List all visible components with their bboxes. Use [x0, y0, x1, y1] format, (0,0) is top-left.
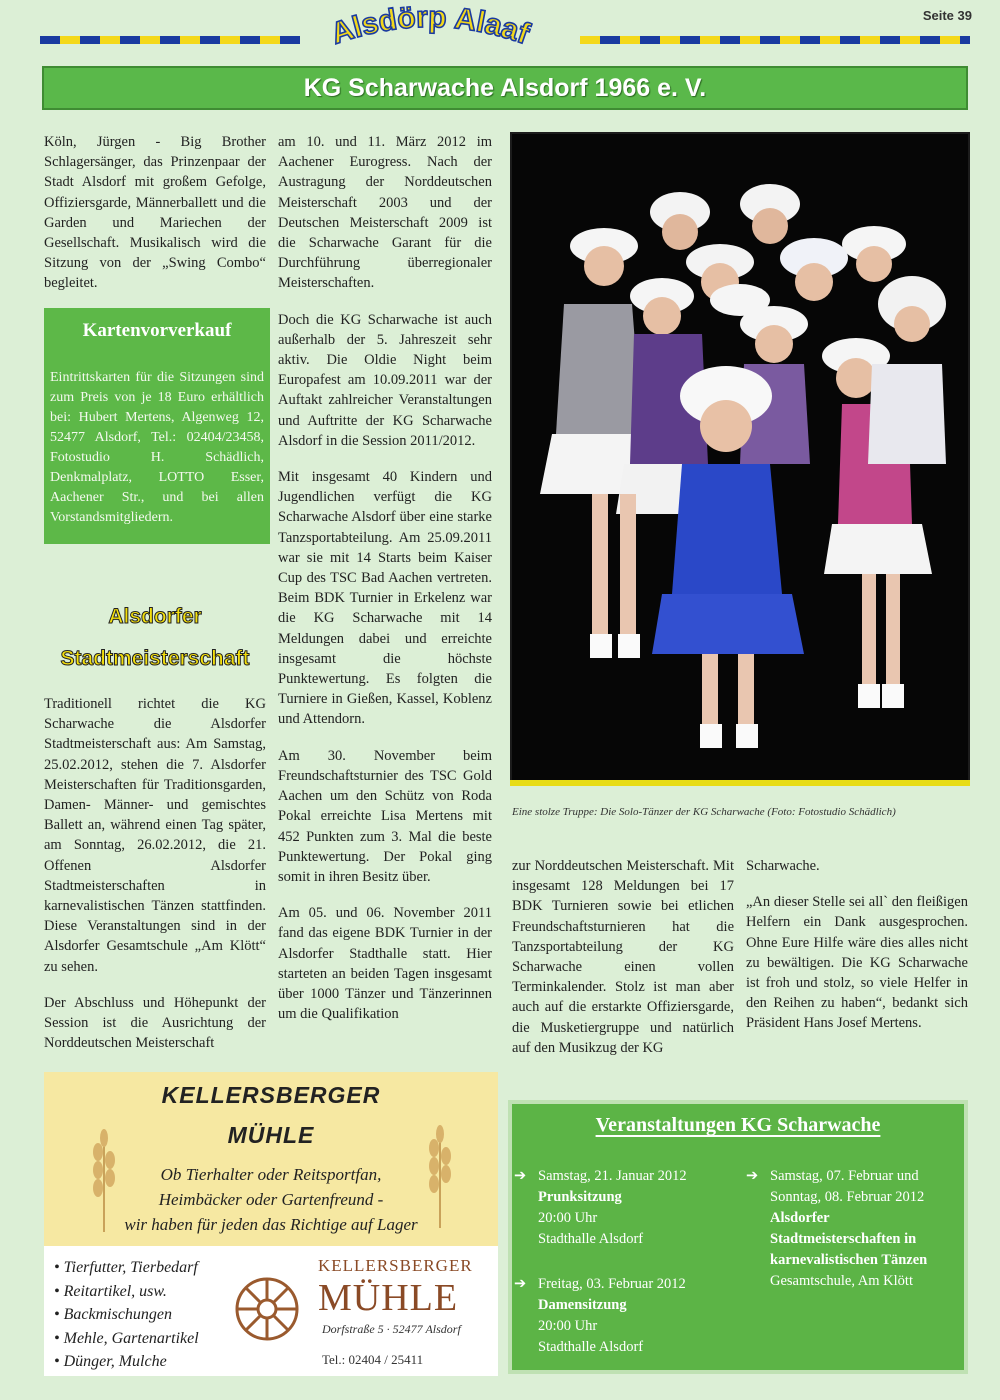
dancers-illustration [512, 134, 968, 780]
section-heading-line2: Stadtmeisterschaft [60, 647, 250, 670]
event-item [514, 1166, 728, 1250]
event-date: Freitag, 03. Februar 2012 [538, 1276, 686, 1292]
photo-caption: Eine stolze Truppe: Die Solo-Tänzer der KG Scharwache (Foto: Fotostudio Schädlich) [512, 806, 896, 818]
event-item [514, 1274, 728, 1358]
event-time: 20:00 Uhr [538, 1318, 598, 1334]
arrow-right-icon: ➔ [514, 1168, 527, 1184]
paragraph: Der Abschluss und Höhepunkt der Session ist die Ausrichtung der Norddeutschen Meisterschaft [44, 994, 266, 1052]
column-3 [512, 856, 734, 1074]
page-title: KG Scharwache Alsdorf 1966 e. V. [42, 66, 968, 110]
masthead-stripe-left [40, 36, 300, 44]
svg-text:Alsdörp Alaaf [327, 2, 534, 51]
paragraph: am 10. und 11. März 2012 im Aachener Eurogress. Nach der Austragung der Norddeutschen Meisterschaft 2003 und der Deutschen Meisterschaft 2009 ist die Scharwache Garant für die Durchführung überregionaler Meisterschaften. [278, 134, 492, 292]
column-2 [278, 132, 492, 1040]
event-place: Gesamtschule, Am Klött [770, 1273, 913, 1289]
masthead-stripe-right [580, 36, 970, 44]
brand-name-large: MÜHLE [318, 1277, 459, 1319]
column-1-body [44, 694, 266, 1069]
brand-name-small: KELLERSBERGER [318, 1256, 473, 1275]
event-date: Samstag, 07. Februar und Sonntag, 08. Februar 2012 [770, 1168, 925, 1205]
column-1-intro [44, 132, 266, 310]
list-item: • Backmischungen [54, 1306, 173, 1323]
paragraph: Doch die KG Scharwache ist auch außerhalb der 5. Jahreszeit sehr aktiv. Die Oldie Night beim Europafest am 10.09.2011 war der Auftakt zahlreicher Veranstaltungen und Auftritte der KG Scharwache Alsdorf in die Session 2011/2012. [278, 311, 492, 449]
ad-slogan-line: Heimbäcker oder Gartenfreund - [158, 1190, 384, 1209]
ad-address: Dorfstraße 5 · 52477 Alsdorf [322, 1322, 461, 1336]
mill-advertisement [44, 1072, 498, 1246]
intro-paragraph: Köln, Jürgen - Big Brother Schlagersänger, das Prinzenpaar der Stadt Alsdorf mit großem Gefolge, Offiziersgarde, Männerballett und die Garden und Mariechen der Gesellschaft. Musikalisch wird die Sitzung von der „Swing Combo“ begleitet. [44, 134, 266, 292]
product-list [54, 1256, 199, 1374]
ad-title-line1: KELLERSBERGER [161, 1082, 381, 1108]
list-item: • Tierfutter, Tierbedarf [54, 1259, 198, 1276]
column-4 [746, 856, 968, 1050]
ad-phone: Tel.: 02404 / 25411 [322, 1352, 424, 1367]
arrow-right-icon: ➔ [514, 1276, 527, 1292]
mill-wheel-icon [234, 1276, 300, 1342]
list-item: • Mehle, Gartenartikel [54, 1329, 199, 1347]
paragraph: Am 30. November beim Freundschaftsturnier des TSC Gold Aachen um den Schütz von Roda Pokal erreichte Lisa Mertens mit 452 Punkten zum 3. Mal die beste Punktewertung. Der Pokal ging somit in ihren Besitz über. [278, 747, 492, 885]
event-item [746, 1166, 954, 1292]
paragraph: Traditionell richtet die KG Scharwache die Alsdorfer Stadtmeisterschaft aus: Am Samstag, 25.02.2012, stehen die 7. Alsdorfer Meisterschaften für Traditionsgarden, Damen- Männer- und gemischtes Ballett an, während einen Tag später, am Sonntag, 26.02.2012, die 21. Offenen Alsdorfer Stadtmeisterschaften in karnevalistischen Tänzen stattfinden. Diese Veranstaltungen sind in der Alsdorfer Gesamtschule „Am Klött“ zu sehen. [44, 696, 266, 975]
ticket-box-title: Kartenvorverkauf [82, 320, 232, 341]
event-name: Alsdorfer Stadtmeisterschaften in karnevalistischen Tänzen [770, 1210, 928, 1268]
ticket-box [44, 308, 270, 544]
section-heading-line1: Alsdorfer [108, 605, 202, 628]
ad-title-line2: MÜHLE [227, 1122, 315, 1148]
arrow-right-icon: ➔ [746, 1168, 759, 1184]
paragraph: Am 05. und 06. November 2011 fand das eigene BDK Turnier in der Alsdorfer Stadthalle statt. Hier starteten an beiden Tagen insgesamt über 1000 Tänzer und Tänzerinnen um die Qualifikation [278, 905, 492, 1023]
section-heading [44, 596, 266, 680]
group-photo [510, 132, 970, 782]
ad-slogan-line: Ob Tierhalter oder Reitsportfan, [160, 1165, 382, 1184]
events-title: Veranstaltungen KG Scharwache [595, 1114, 881, 1136]
event-date: Samstag, 21. Januar 2012 [538, 1168, 687, 1184]
event-name: Prunksitzung [538, 1189, 622, 1205]
event-place: Stadthalle Alsdorf [538, 1231, 644, 1247]
masthead-logo [295, 2, 565, 62]
paragraph: zur Norddeutschen Meisterschaft. Mit insgesamt 128 Meldungen bei 17 BDK Turnieren sowie bei etlichen Freundschaftsturnieren hat die Tanzsportabteilung der KG Scharwache einen vollen Terminkalender. Stolz ist man aber auch auf die erstarkte Offiziersgarde, die Musketiergruppe und natürlich auf den Musikzug der KG [512, 858, 734, 1056]
event-time: 20:00 Uhr [538, 1210, 598, 1226]
event-name: Damensitzung [538, 1297, 627, 1313]
events-box [508, 1100, 968, 1374]
ad-slogan-line: wir haben für jeden das Richtige auf Lager [124, 1215, 418, 1234]
ad-slogan [84, 1162, 458, 1237]
paragraph: „An dieser Stelle sei all` den fleißigen Helfern ein Dank ausgesprochen. Ohne Eure Hilfe wäre dies alles nicht zu bewältigen. Die KG Scharwache ist froh und stolz, so viele Helfer in den Reihen zu haben“, bedankt sich Präsident Hans Josef Mertens. [746, 894, 968, 1032]
paragraph: Mit insgesamt 40 Kindern und Jugendlichen verfügt die KG Scharwache Alsdorf über eine starke Tanzsportabteilung. Am 25.09.2011 war sie mit 14 Starts beim Kaiser Cup des TSC Bad Aachen vertreten. Beim BDK Turnier in Erkelenz war die KG Scharwache mit 14 Meldungen dabei und erreichte insgesamt die höchste Punktewertung. Es folgten die Turniere in Gießen, Kassel, Koblenz und Attendorn. [278, 469, 492, 728]
mill-ad-details [44, 1246, 498, 1376]
page-number: Seite 39 [922, 8, 972, 23]
event-place: Stadthalle Alsdorf [538, 1339, 644, 1355]
list-item: • Dünger, Mulche [54, 1353, 167, 1370]
paragraph: Scharwache. [746, 858, 820, 874]
masthead-text: Alsdörp Alaaf [327, 2, 534, 51]
photo-yellow-accent [510, 780, 970, 786]
ticket-box-text: Eintrittskarten für die Sitzungen sind zum Preis von je 18 Euro erhältlich bei: Hubert Mertens, Algenweg 12, 52477 Alsdorf, Tel.: 02404/23458, Fotostudio H. Schädlich, Denkmalplatz, LOTTO Esser, Aachener Str., und bei allen Vorstandsmitgliedern. [50, 370, 264, 525]
list-item: • Reitartikel, usw. [54, 1282, 167, 1300]
